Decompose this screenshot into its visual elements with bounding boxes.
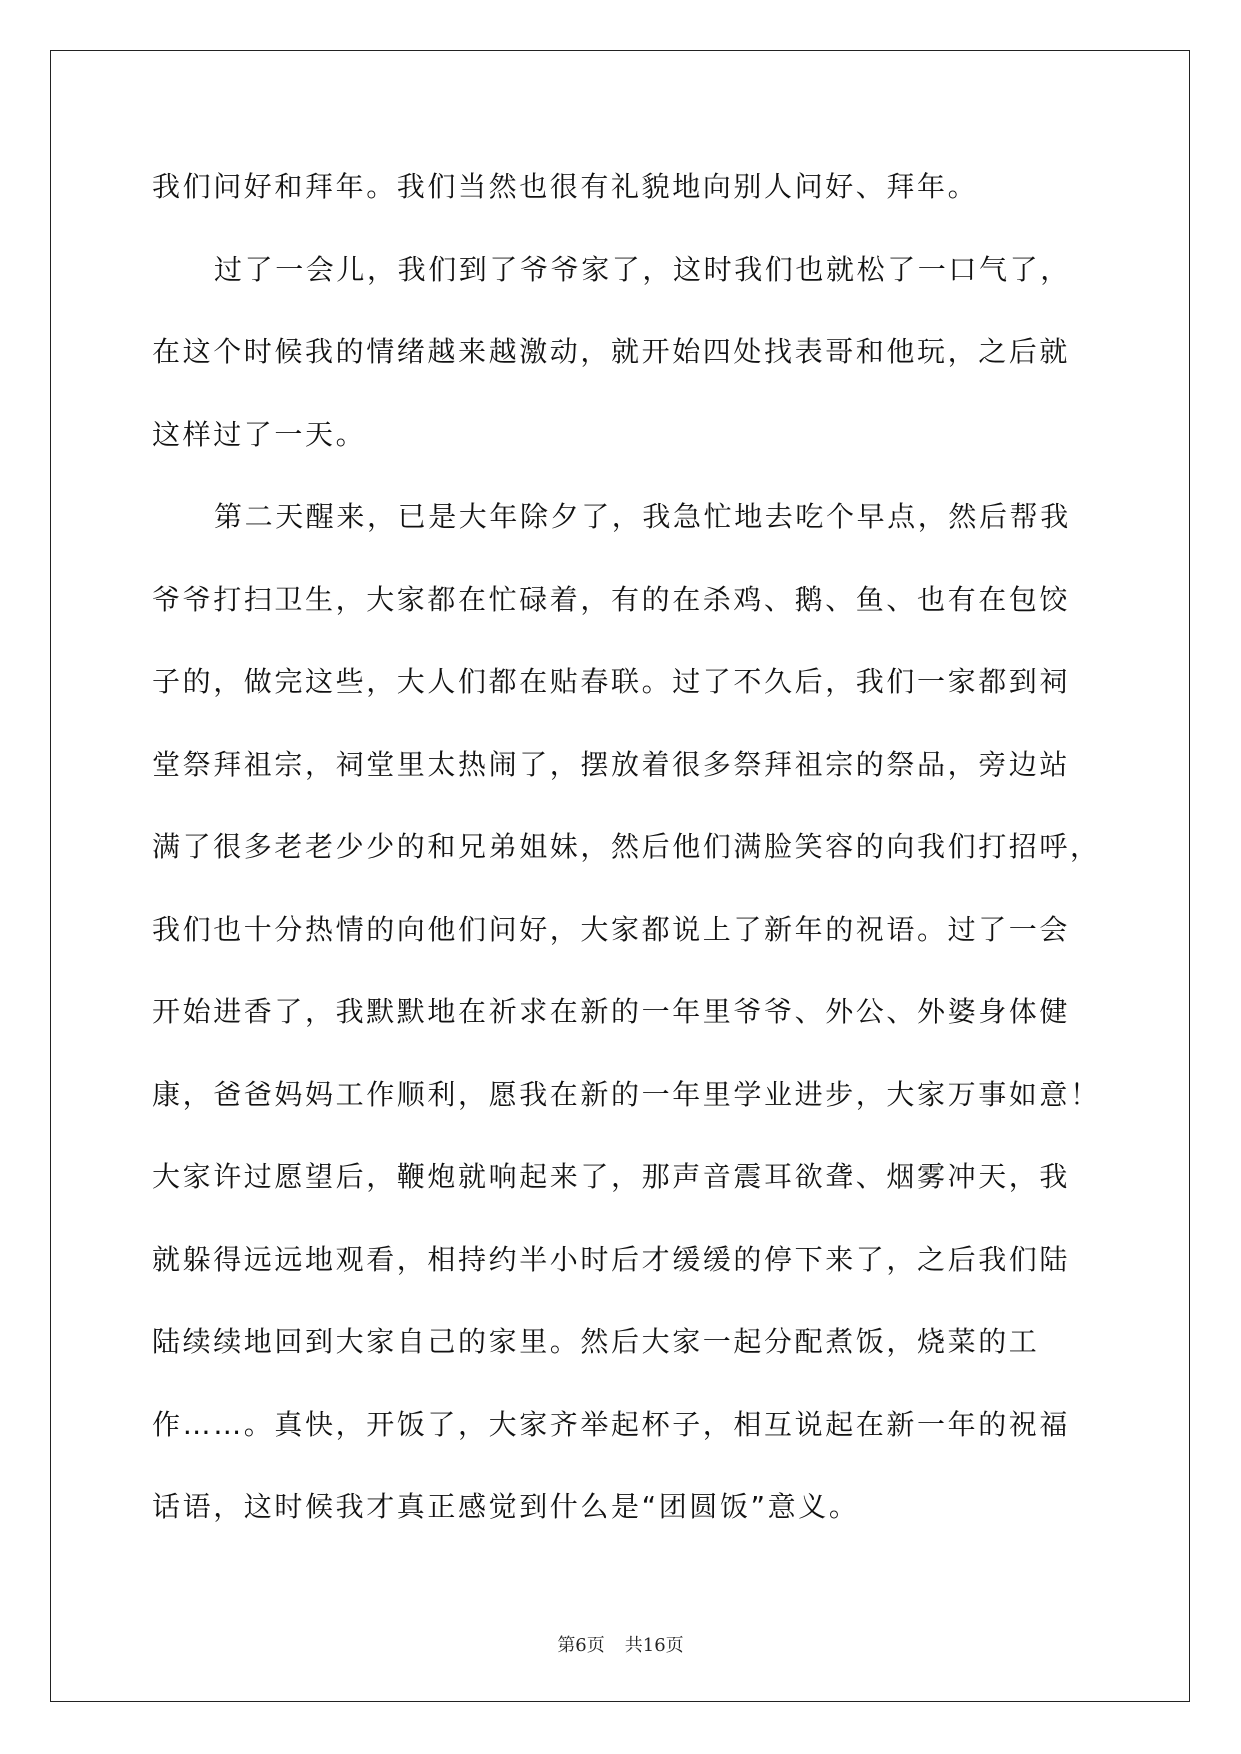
text-line: 作……。真快，开饭了，大家齐举起杯子，相互说起在新一年的祝福 (152, 1407, 1071, 1441)
text-line: 子的，做完这些，大人们都在贴春联。过了不久后，我们一家都到祠 (152, 665, 1071, 698)
page-total: 共16页 (624, 1635, 684, 1656)
text-line: 陆续续地回到大家自己的家里。然后大家一起分配煮饭，烧菜的工 (152, 1325, 1040, 1358)
text-line: 开始进香了，我默默地在祈求在新的一年里爷爷、外公、外婆身体健 (152, 995, 1071, 1028)
text-line: 在这个时候我的情绪越来越激动，就开始四处找表哥和他玩，之后就 (152, 335, 1071, 368)
text-line: 爷爷打扫卫生，大家都在忙碌着，有的在杀鸡、鹅、鱼、也有在包饺 (152, 582, 1071, 616)
text-line: 满了很多老老少少的和兄弟姐妹，然后他们满脸笑容的向我们打招呼， (152, 830, 1101, 863)
text-line: 就躲得远远地观看，相持约半小时后才缓缓的停下来了，之后我们陆 (152, 1242, 1071, 1276)
text-line: 我们问好和拜年。我们当然也很有礼貌地向别人问好、拜年。 (152, 170, 979, 203)
page-number: 第6页 (557, 1635, 605, 1656)
page-footer (0, 1631, 1241, 1657)
text-line: 话语，这时候我才真正感觉到什么是“团圆饭”意义。 (152, 1490, 860, 1523)
text-line: 第二天醒来，已是大年除夕了，我急忙地去吃个早点，然后帮我 (214, 500, 1071, 533)
text-line: 过了一会儿，我们到了爷爷家了，这时我们也就松了一口气了， (214, 252, 1071, 286)
text-line: 这样过了一天。 (152, 417, 367, 451)
document-body (152, 162, 1101, 1565)
text-line: 大家许过愿望后，鞭炮就响起来了，那声音震耳欲聋、烟雾冲天，我 (152, 1160, 1071, 1193)
text-line: 我们也十分热情的向他们问好，大家都说上了新年的祝语。过了一会 (152, 912, 1071, 946)
text-line: 康，爸爸妈妈工作顺利，愿我在新的一年里学业进步，大家万事如意！ (152, 1077, 1101, 1111)
text-line: 堂祭拜祖宗，祠堂里太热闹了，摆放着很多祭拜祖宗的祭品，旁边站 (152, 747, 1071, 781)
